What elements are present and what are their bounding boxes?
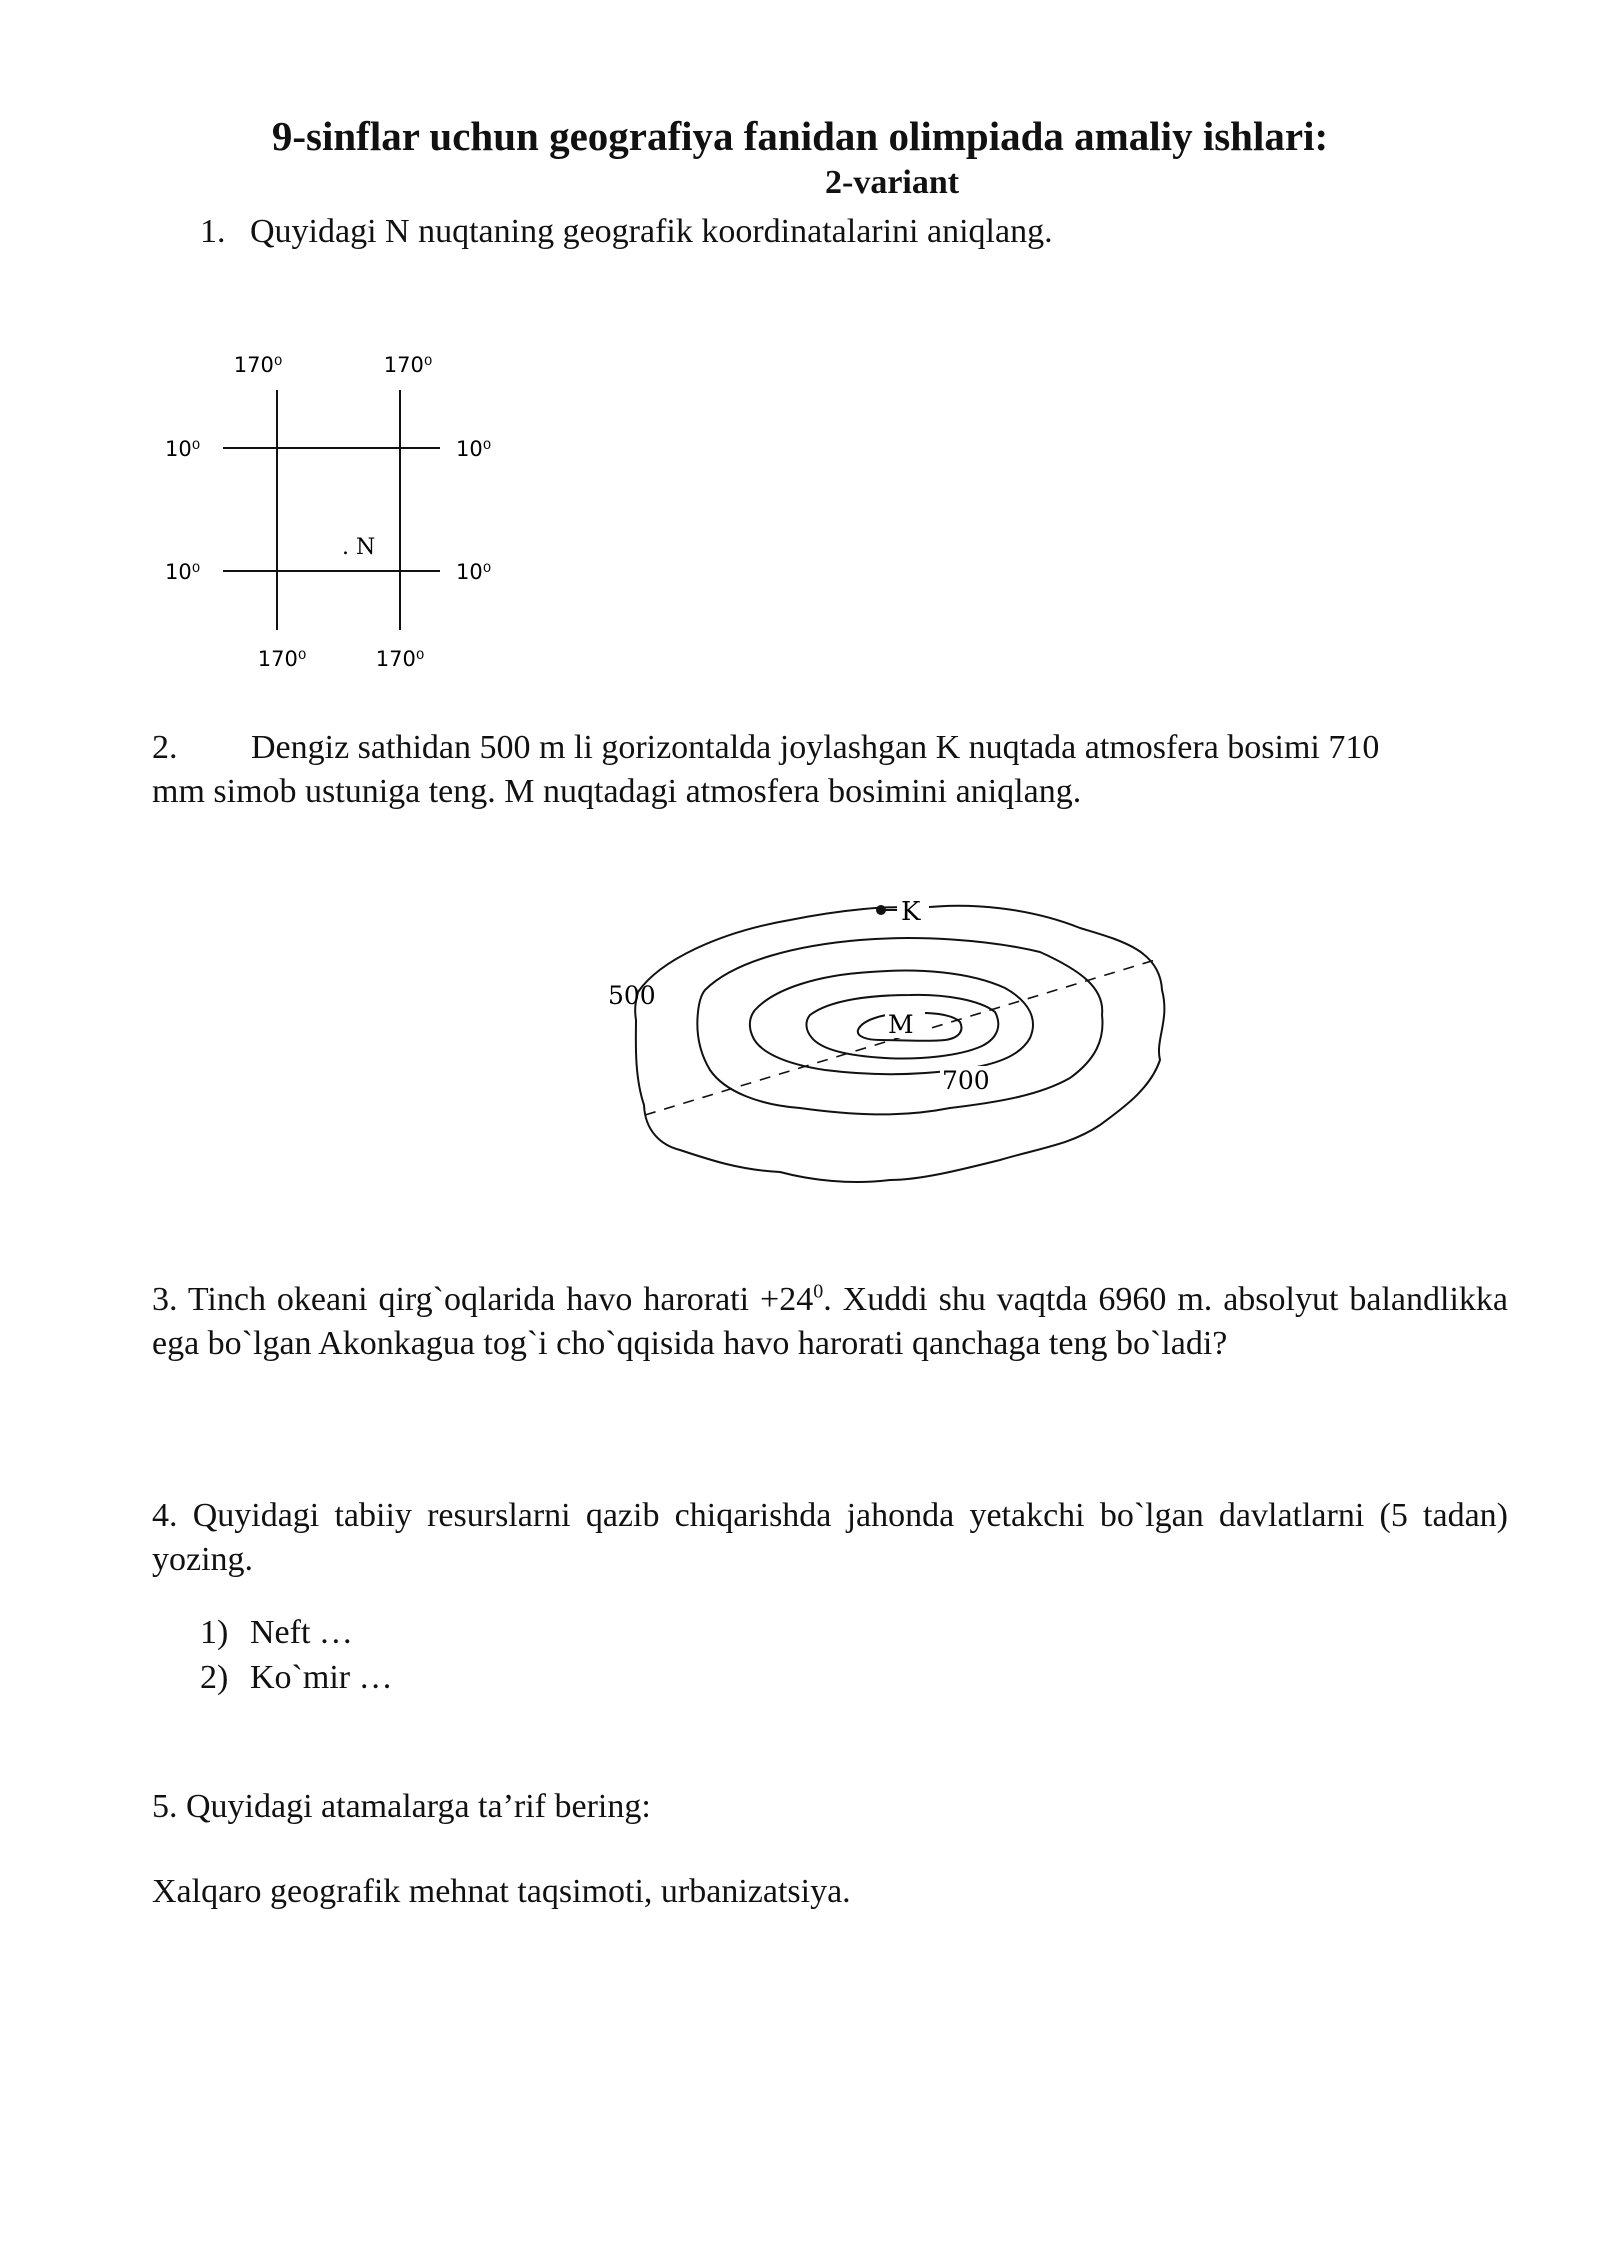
variant-heading: 2-variant [825,164,960,201]
point-m-label: M [888,1010,914,1039]
top-label-right: 170⁰ [383,353,433,377]
right-label-upper: 10⁰ [456,437,492,461]
question-2 [152,726,1508,814]
question-1 [200,210,1053,254]
list-item-number: 2) [200,1659,229,1696]
point-k-label: K [901,897,921,927]
point-n-label: . N [342,535,376,560]
question-5-text: 5. Quyidagi atamalarga ta’rif bering: [152,1788,651,1825]
contour-line-500 [635,906,1164,1182]
point-k-marker [876,905,886,915]
question-1-text: Quyidagi N nuqtaning geografik koordinatalarini aniqlang. [250,213,1053,250]
list-item [200,1611,353,1655]
question-2-text-line-1: Dengiz sathidan 500 m li gorizontalda joylashgan K nuqtada atmosfera bosimi 710 [251,729,1380,766]
left-label-upper: 10⁰ [165,437,201,461]
coordinate-grid-diagram [150,340,510,680]
contour-label-700: 700 [942,1066,990,1095]
question-2-text-line-2: mm simob ustuniga teng. M nuqtadagi atmosfera bosimini aniqlang. [152,773,1082,810]
question-1-number: 1. [200,213,226,250]
question-3-degree-sup: 0 [813,1280,824,1303]
question-4-text: 4. Quyidagi tabiiy resurslarni qazib chiqarishda jahonda yetakchi bo`lgan davlatlarni (5 tadan) yozing. [152,1497,1508,1578]
bottom-label-right: 170⁰ [375,647,425,671]
contour-label-500: 500 [608,981,656,1010]
question-3-text-end: . Xuddi shu vaqtda 6960 m. absolyut balandlikka ega bo`lgan Akonkagua tog`i cho`qqisida havo harorati qanchaga teng bo`ladi? [152,1281,1508,1362]
contour-map-diagram [600,880,1180,1200]
question-4 [152,1494,1508,1582]
list-item-label: Neft … [250,1614,353,1651]
right-label-lower: 10⁰ [456,560,492,584]
question-2-number: 2. [152,729,178,766]
question-5-terms: Xalqaro geografik mehnat taqsimoti, urbanizatsiya. [152,1873,851,1910]
question-3-text-start: 3. Tinch okeani qirg`oqlarida havo harorati +24 [152,1281,814,1318]
page-title: 9-sinflar uchun geografiya fanidan olimpiada amaliy ishlari: [271,113,1329,159]
bottom-label-left: 170⁰ [257,647,307,671]
left-label-lower: 10⁰ [165,560,201,584]
question-3 [152,1278,1508,1366]
top-label-left: 170⁰ [233,353,283,377]
list-item-number: 1) [200,1614,229,1651]
list-item [200,1656,393,1700]
list-item-label: Ko`mir … [250,1659,393,1696]
